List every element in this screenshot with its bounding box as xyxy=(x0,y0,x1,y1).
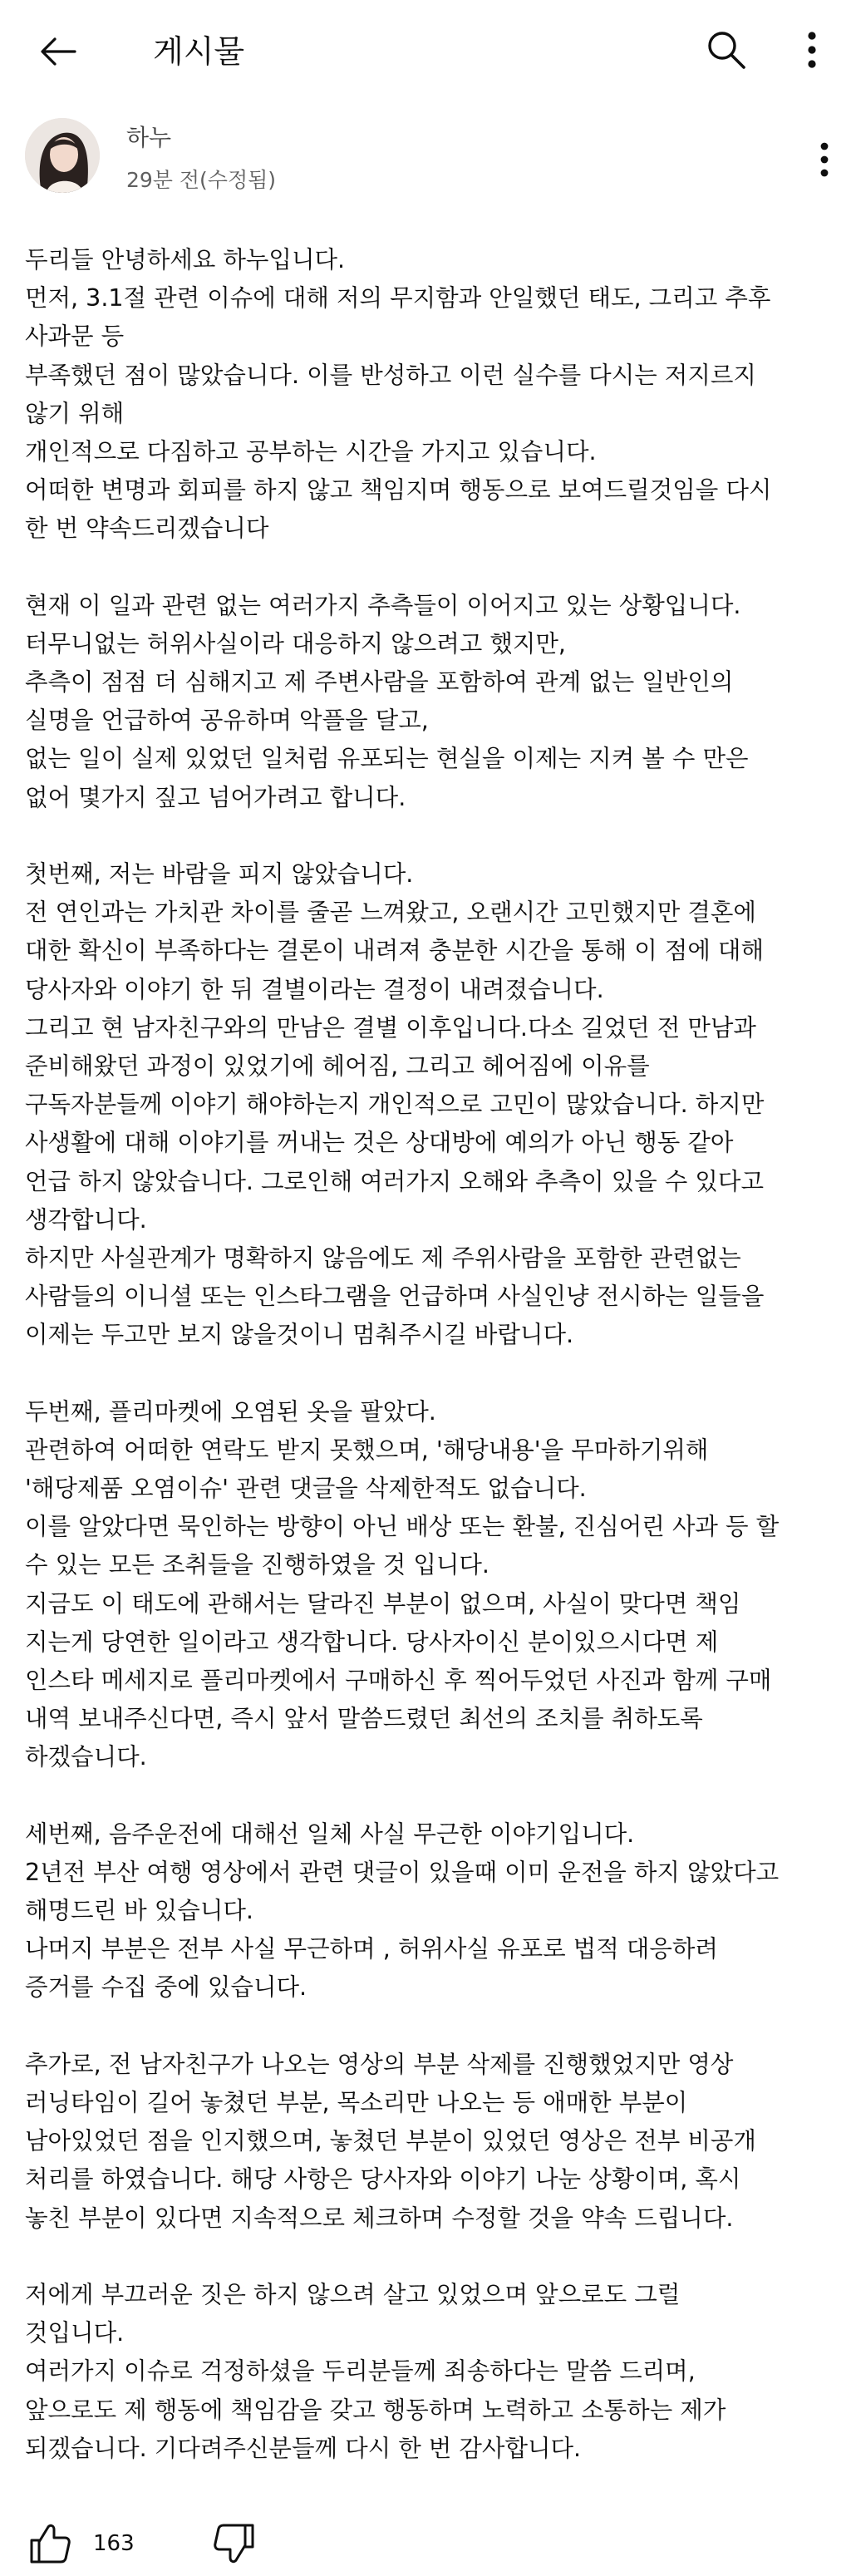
search-icon xyxy=(706,29,747,71)
like-count: 163 xyxy=(93,2531,135,2556)
post-body-line: 처리를 하였습니다. 해당 사항은 당사자와 이야기 나눈 상황이며, 혹시 xyxy=(25,2165,741,2194)
post-body-line: 나머지 부분은 전부 사실 무근하며 , 허위사실 유포로 법적 대응하려 xyxy=(25,1935,718,1963)
thumbs-up-icon xyxy=(28,2522,71,2565)
post-body-line: 되겠습니다. 기다려주신분들께 다시 한 번 감사합니다. xyxy=(25,2434,582,2462)
post-timestamp: 29분 전(수정됨) xyxy=(126,168,277,192)
post-body-line: 사과문 등 xyxy=(25,323,125,351)
post-body-line: 내역 보내주신다면, 즉시 앞서 말씀드렸던 최선의 조치를 취하도록 xyxy=(25,1705,703,1733)
post-body-line: 전 연인과는 가치관 차이를 줄곧 느껴왔고, 오랜시간 고민했지만 결혼에 xyxy=(25,899,756,927)
post-body-line: 당사자와 이야기 한 뒤 결별이라는 결정이 내려졌습니다. xyxy=(25,975,604,1003)
page-title: 게시물 xyxy=(153,33,245,70)
post-body-line: 세번째, 음주운전에 대해선 일체 사실 무근한 이야기입니다. xyxy=(25,1820,635,1848)
thumbs-down-icon xyxy=(213,2522,256,2565)
app-bar xyxy=(0,0,851,100)
post-body-line: 수 있는 모든 조취들을 진행하였을 것 입니다. xyxy=(25,1551,489,1579)
more-vertical-icon xyxy=(819,141,829,178)
avatar-image xyxy=(25,118,100,193)
post-body-line: 생각합니다. xyxy=(25,1205,147,1234)
post-body-line: 해명드린 바 있습니다. xyxy=(25,1897,253,1925)
post-body-line: 그리고 현 남자친구와의 만남은 결별 이후입니다.다소 길었던 전 만남과 xyxy=(25,1013,756,1042)
arrow-left-icon xyxy=(38,32,78,71)
avatar[interactable] xyxy=(25,118,100,193)
post-body-line: 두리들 안녕하세요 하누입니다. xyxy=(25,246,346,273)
back-button[interactable] xyxy=(33,27,83,76)
post-body-line: 여러가지 이슈로 걱정하셨을 두리분들께 죄송하다는 말씀 드리며, xyxy=(25,2357,696,2386)
post-body-line: 남아있었던 점을 인지했으며, 놓쳤던 부분이 있었던 영상은 전부 비공개 xyxy=(25,2127,756,2155)
post-body-line: 없어 몇가지 짚고 넘어가려고 합니다. xyxy=(25,783,406,811)
post-body-line xyxy=(25,1354,831,1392)
post-body-line: 두번째, 플리마켓에 오염된 옷을 팔았다. xyxy=(25,1397,436,1426)
post-body-line: 2년전 부산 여행 영상에서 관련 댓글이 있을때 이미 운전을 하지 않았다고 xyxy=(25,1858,780,1886)
post-body-line: 첫번째, 저는 바람을 피지 않았습니다. xyxy=(25,860,414,888)
post-body-line: 것입니다. xyxy=(25,2319,125,2347)
post-body-line: 앞으로도 제 행동에 책임감을 갖고 행동하며 노력하고 소통하는 제가 xyxy=(25,2396,726,2424)
post-body-line xyxy=(25,817,831,855)
post-author-row xyxy=(0,115,851,214)
search-button[interactable] xyxy=(701,25,751,75)
post-body-line: 언급 하지 않았습니다. 그로인해 여러가지 오해와 추측이 있을 수 있다고 xyxy=(25,1167,764,1195)
more-options-button[interactable] xyxy=(791,25,833,75)
post-body-line: 사람들의 이니셜 또는 인스타그램을 언급하며 사실인냥 전시하는 일들을 xyxy=(25,1283,765,1311)
post-body-line: 실명을 언급하여 공유하며 악플을 달고, xyxy=(25,707,429,735)
post-body-line: 먼저, 3.1절 관련 이슈에 대해 저의 무지함과 안일했던 태도, 그리고 추후 xyxy=(25,284,771,313)
post-body-line: 하지만 사실관계가 명확하지 않음에도 제 주위사람을 포함한 관련없는 xyxy=(25,1244,741,1272)
post-body-line xyxy=(25,549,831,587)
like-button[interactable] xyxy=(25,2519,75,2569)
dislike-button[interactable] xyxy=(209,2519,259,2569)
post-action-bar xyxy=(0,2519,851,2569)
post-body-line: 놓친 부분이 있다면 지속적으로 체크하며 수정할 것을 약속 드립니다. xyxy=(25,2204,734,2232)
post-body-line: 인스타 메세지로 플리마켓에서 구매하신 후 찍어두었던 사진과 함께 구매 xyxy=(25,1666,772,1694)
post-body-line: 없는 일이 실제 있었던 일처럼 유포되는 현실을 이제는 지켜 볼 수 만은 xyxy=(25,745,749,773)
post-body-line: 추가로, 전 남자친구가 나오는 영상의 부분 삭제를 진행했었지만 영상 xyxy=(25,2050,734,2078)
post-body-line: 저에게 부끄러운 짓은 하지 않으려 살고 있었으며 앞으로도 그럴 xyxy=(25,2280,681,2308)
post-body-line: 이를 알았다면 묵인하는 방향이 아닌 배상 또는 환불, 진심어린 사과 등 할 xyxy=(25,1513,780,1541)
post-body-line: 사생활에 대해 이야기를 꺼내는 것은 상대방에 예의가 아닌 행동 같아 xyxy=(25,1129,734,1157)
post-body-line: 터무니없는 허위사실이라 대응하지 않으려고 했지만, xyxy=(25,629,566,658)
post-body-line xyxy=(25,2238,831,2276)
post-body-line: 대한 확신이 부족하다는 결론이 내려져 충분한 시간을 통해 이 점에 대해 xyxy=(25,937,764,965)
post-body xyxy=(25,241,831,2468)
post-body-line: 구독자분들께 이야기 해야하는지 개인적으로 고민이 많았습니다. 하지만 xyxy=(25,1091,765,1119)
post-body-line: 부족했던 점이 많았습니다. 이를 반성하고 이런 실수를 다시는 저지르지 xyxy=(25,361,756,389)
post-options-button[interactable] xyxy=(806,135,843,185)
post-body-line: 러닝타임이 길어 놓쳤던 부분, 목소리만 나오는 등 애매한 부분이 xyxy=(25,2089,688,2116)
post-body-line: 지는게 당연한 일이라고 생각합니다. 당사자이신 분이있으시다면 제 xyxy=(25,1628,719,1656)
more-vertical-icon xyxy=(807,31,817,69)
post-body-line: 추측이 점점 더 심해지고 제 주변사람을 포함하여 관계 없는 일반인의 xyxy=(25,668,734,697)
post-body-line xyxy=(25,2007,831,2046)
post-body-line: 지금도 이 태도에 관해서는 달라진 부분이 없으며, 사실이 맞다면 책임 xyxy=(25,1589,741,1618)
post-body-line: 이제는 두고만 보지 않을것이니 멈춰주시길 바랍니다. xyxy=(25,1321,574,1349)
post-body-line: 않기 위해 xyxy=(25,399,125,427)
post-body-line: '해당제품 오염이슈' 관련 댓글을 삭제한적도 없습니다. xyxy=(25,1475,587,1502)
post-body-line: 개인적으로 다짐하고 공부하는 시간을 가지고 있습니다. xyxy=(25,437,597,465)
post-body-line: 하겠습니다. xyxy=(25,1743,147,1771)
post-body-line xyxy=(25,1777,831,1815)
post-body-line: 준비해왔던 과정이 있었기에 헤어짐, 그리고 헤어짐에 이유를 xyxy=(25,1052,650,1080)
author-name[interactable]: 하누 xyxy=(126,124,172,151)
post-body-line: 현재 이 일과 관련 없는 여러가지 추측들이 이어지고 있는 상황입니다. xyxy=(25,591,741,619)
post-body-line: 한 번 약속드리겠습니다 xyxy=(25,515,269,543)
post-body-line: 어떠한 변명과 회피를 하지 않고 책임지며 행동으로 보여드릴것임을 다시 xyxy=(25,476,772,505)
post-body-line: 관련하여 어떠한 연락도 받지 못했으며, '해당내용'을 무마하기위해 xyxy=(25,1436,709,1464)
post-body-line: 증거를 수집 중에 있습니다. xyxy=(25,1973,307,2002)
